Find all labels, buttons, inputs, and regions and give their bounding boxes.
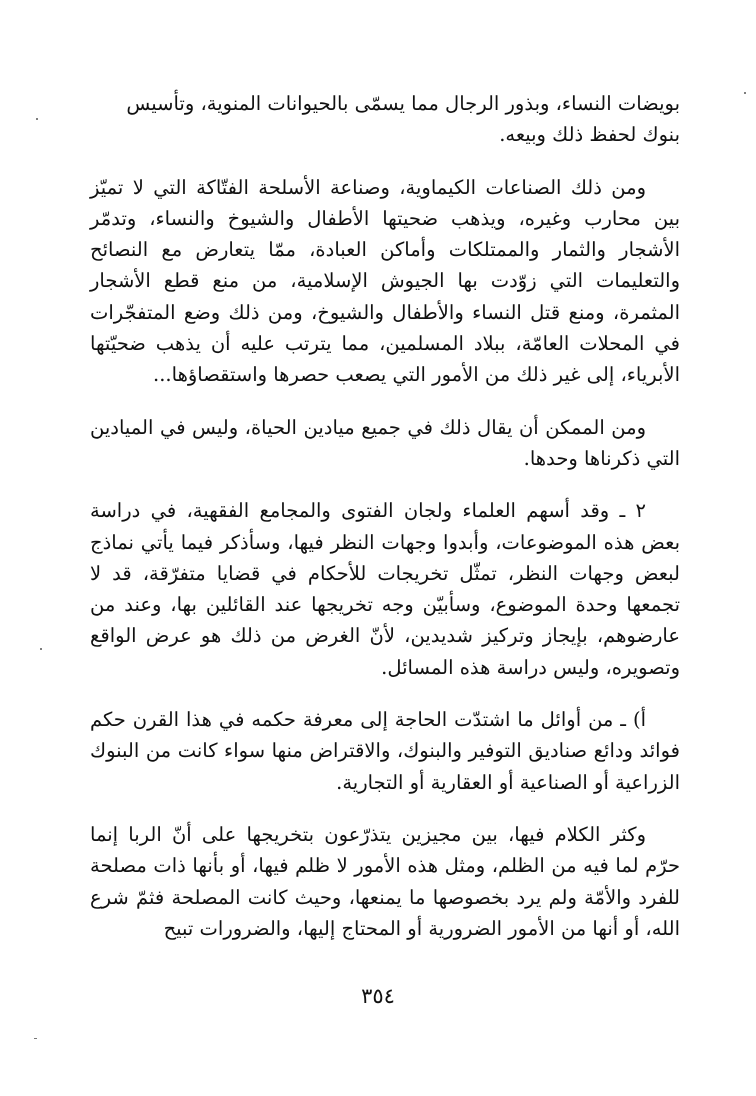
text-line: بين محارب وغيره، ويذهب ضحيتها الأطفال والشيوخ والنساء، وتدمّر [90, 206, 680, 230]
scan-speck [40, 648, 42, 650]
text-line: ومن ذلك الصناعات الكيماوية، وصناعة الأسلحة الفتّاكة التي لا تميّز [90, 175, 646, 199]
text-line: نماذج لبعض وجهات النظر، تمثّل تخريجات للأحكام في قضايا متفرّقة، قد [90, 530, 680, 585]
scan-speck [744, 92, 746, 94]
text-line: الزراعية أو الصناعية أو العقارية أو التجارية. [336, 770, 680, 794]
text-line: المثمرة، ومنع قتل النساء والأطفال والشيوخ، ومن ذلك وضع المتفجّرات [90, 300, 680, 324]
text-line: الله، أو أنها من الأمور الضرورية أو المحتاج إليها، والضرورات تبيح [163, 916, 680, 940]
text-line: أ) ـ من أوائل ما اشتدّت الحاجة إلى معرفة حكمه في هذا القرن حكم [90, 708, 646, 732]
text-line: حرّم لما فيه من الظلم، ومثل هذه الأمور لا ظلم فيها، أو بأنها ذات مصلحة [90, 854, 680, 878]
text-line: بويضات النساء، وبذور الرجال مما يسمّى بالحيوانات المنوية، وتأسيس [126, 92, 680, 115]
paragraph-4 [90, 495, 680, 683]
page-body [90, 88, 680, 944]
text-line: التي ذكرناها وحدها. [523, 446, 680, 470]
scan-speck [34, 1038, 37, 1039]
paragraph-6 [90, 819, 680, 944]
text-line: الواقع وتصويره، وليس دراسة هذه المسائل. [90, 624, 680, 679]
text-line: في المحلات العامّة، ببلاد المسلمين، مما يترتب عليه أن يذهب ضحيّتها [90, 332, 680, 356]
text-line: الأبرياء، إلى غير ذلك من الأمور التي يصعب حصرها واستقصاؤها... [153, 363, 680, 387]
text-line: ومن الممكن أن يقال ذلك في جميع ميادين الحياة، وليس في الميادين [90, 415, 646, 439]
text-line: بنوك لحفظ ذلك وبيعه. [499, 123, 680, 147]
paragraph-3 [90, 412, 680, 475]
text-line: الأشجار والثمار والممتلكات وأماكن العبادة، ممّا يتعارض مع النصائح [90, 238, 680, 262]
text-line: من عارضوهم، بإيجاز وتركيز شديدين، لأنّ الغرض من ذلك هو عرض [90, 593, 680, 648]
text-line: بعض هذه الموضوعات، وأبدوا وجهات النظر فيها، وسأذكر فيما يأتي [140, 530, 680, 554]
paragraph-2 [90, 172, 680, 391]
text-line: للفرد والأمّة ولم يرد بخصوصها ما يمنعها، وحيث كانت المصلحة فثمّ شرع [90, 885, 680, 909]
page-number: ٣٥٤ [361, 984, 395, 1008]
paragraph-5 [90, 704, 680, 798]
scan-speck [36, 118, 38, 120]
text-line: وكثر الكلام فيها، بين مجيزين يتذرّعون بتخريجها على أنّ الربا إنما [90, 822, 646, 846]
text-line: ٢ ـ وقد أسهم العلماء ولجان الفتوى والمجامع الفقهية، في دراسة [90, 499, 646, 523]
paragraph-1 [90, 88, 680, 151]
text-line: فوائد ودائع صناديق التوفير والبنوك، والاقتراض منها سواء كانت من البنوك [90, 739, 680, 763]
text-line: والتعليمات التي زوّدت بها الجيوش الإسلامية، من منع قطع الأشجار [90, 269, 680, 293]
text-line: لا تجمعها وحدة الموضوع، وسأبيّن وجه تخريجها عند القائلين بها، وعند [90, 561, 680, 617]
